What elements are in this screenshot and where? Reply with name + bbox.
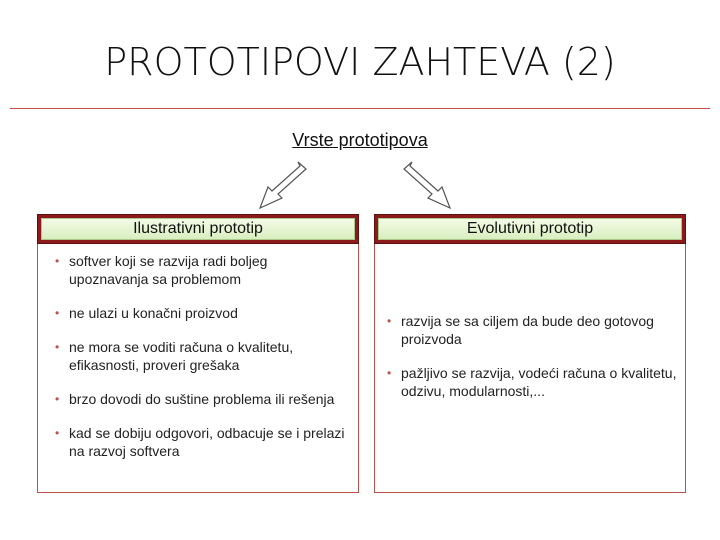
- illustrative-bullet-list: [55, 252, 347, 460]
- evolutionary-prototype-panel: [374, 244, 686, 493]
- evolutionary-prototype-label: Evolutivni prototip: [378, 218, 682, 240]
- bullet-icon: •: [55, 392, 60, 406]
- slide-title: PROTOTIPOVI ZAHTEVA (2): [104, 40, 616, 84]
- list-item: • softver koji se razvija radi boljeg upoznavanja sa problemom: [55, 253, 268, 287]
- bullet-icon: •: [387, 314, 392, 328]
- arrow-down-left-icon: [254, 158, 314, 214]
- illustrative-prototype-panel: [37, 244, 359, 493]
- list-item: • ne mora se voditi računa o kvalitetu, efikasnosti, proveri grešaka: [55, 339, 294, 373]
- title-divider: [10, 108, 710, 109]
- bullet-icon: •: [55, 426, 60, 440]
- list-item: • pažljivo se razvija, vodeći računa o kvalitetu, odzivu, modularnosti,...: [387, 365, 677, 399]
- list-item: • ne ulazi u konačni proizvod: [55, 305, 238, 321]
- illustrative-prototype-header: [37, 214, 359, 244]
- bullet-icon: •: [387, 366, 392, 380]
- bullet-icon: •: [55, 254, 60, 268]
- illustrative-prototype-label: Ilustrativni prototip: [41, 218, 355, 240]
- list-item: • brzo dovodi do suštine problema ili rešenja: [55, 391, 335, 407]
- bullet-icon: •: [55, 340, 60, 354]
- slide-subtitle: Vrste prototipova: [292, 130, 428, 150]
- list-item: • kad se dobiju odgovori, odbacuje se i prelazi na razvoj softvera: [55, 425, 345, 459]
- evolutionary-bullet-list: [387, 312, 677, 400]
- evolutionary-prototype-header: [374, 214, 686, 244]
- arrow-down-right-icon: [396, 158, 456, 214]
- list-item: • razvija se sa ciljem da bude deo gotovog proizvoda: [387, 313, 654, 347]
- bullet-icon: •: [55, 306, 60, 320]
